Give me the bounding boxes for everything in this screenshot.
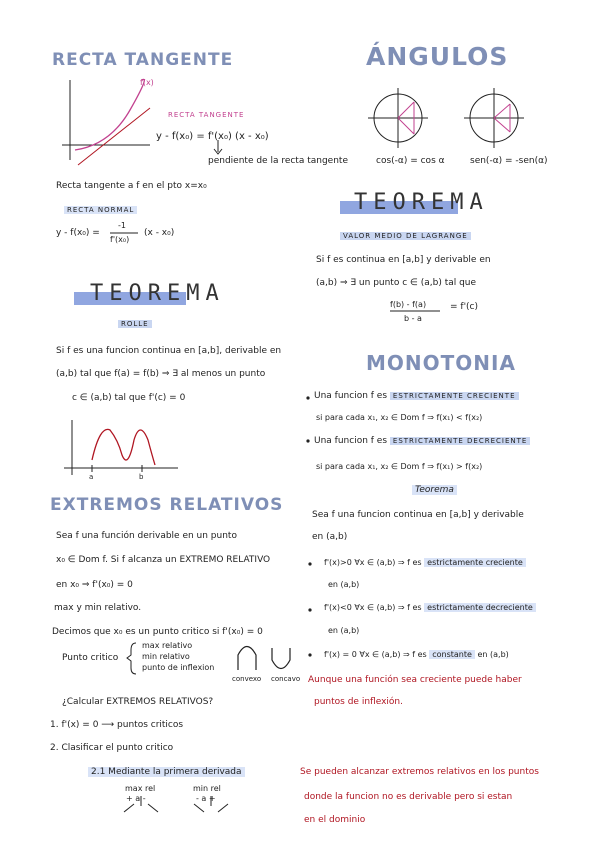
rolle-line2: (a,b) tal que f(a) = f(b) ⇒ ∃ al menos un punto xyxy=(56,369,266,379)
mono-l3-hl: ESTRICTAMENTE DECRECIENTE xyxy=(390,437,530,445)
signs-max: + a - xyxy=(126,794,146,803)
tangent-label: RECTA TANGENTE xyxy=(168,111,245,119)
mono-teorema: Teorema xyxy=(412,485,457,495)
rolle-title: TEOREMA xyxy=(90,281,225,306)
concavo-label: concavo xyxy=(271,675,301,683)
ext-l2: x₀ ∈ Dom f. Si f alcanza un EXTREMO RELATIVO xyxy=(56,555,271,565)
ext-step21: 2.1 Mediante la primera derivada xyxy=(88,767,245,777)
formula-sen: sen(-α) = -sen(α) xyxy=(470,156,548,166)
f-label: f(x) xyxy=(140,78,154,87)
formula-cos: cos(-α) = cos α xyxy=(376,156,445,166)
mono-b2-post: en (a,b) xyxy=(328,626,360,635)
slope-note: pendiente de la recta tangente xyxy=(208,156,348,166)
ext-step1: 1. f'(x) = 0 ⟶ puntos criticos xyxy=(50,720,184,730)
angle-circle-sen xyxy=(464,88,524,148)
ext-step2: 2. Clasificar el punto critico xyxy=(50,743,174,753)
normal-num: -1 xyxy=(118,221,126,230)
pc-item-max: max relativo xyxy=(142,641,193,650)
mono-b1-pre: f'(x)>0 ∀x ∈ (a,b) ⇒ f es xyxy=(324,558,422,567)
monotonia-title: MONOTONIA xyxy=(366,351,516,375)
rolle-axis-b: b xyxy=(139,473,144,481)
min-rel-label: min rel xyxy=(193,784,221,793)
rolle-line1: Si f es una funcion continua en [a,b], derivable en xyxy=(56,346,282,356)
ext-l1: Sea f una función derivable en un punto xyxy=(56,531,237,541)
tangent-equation: y - f(x₀) = f'(x₀) (x - x₀) xyxy=(156,131,269,142)
mono-note3: Se pueden alcanzar extremos relativos en los puntos xyxy=(300,767,539,777)
pc-item-inflexion: punto de inflexion xyxy=(142,663,215,672)
mono-b3-pre: f'(x) = 0 ∀x ∈ (a,b) ⇒ f es xyxy=(324,650,427,659)
normal-label: RECTA NORMAL xyxy=(64,206,137,214)
lagrange-frac-num: f(b) - f(a) xyxy=(390,300,427,309)
mono-b3-post: en (a,b) xyxy=(477,650,509,659)
recta-tangente-title: RECTA TANGENTE xyxy=(52,50,234,70)
ext-l5: Decimos que x₀ es un punto critico si f'(x₀) = 0 xyxy=(52,627,263,637)
mono-l1-hl: ESTRICTAMENTE CRECIENTE xyxy=(390,392,519,400)
mono-note5: en el dominio xyxy=(304,815,366,825)
lagrange-line2: (a,b) ⇒ ∃ un punto c ∈ (a,b) tal que xyxy=(316,278,477,288)
pc-item-min: min relativo xyxy=(142,652,190,661)
lagrange-title: TEOREMA xyxy=(354,190,489,215)
normal-eq-left: y - f(x₀) = xyxy=(56,228,100,238)
normal-den: f'(x₀) xyxy=(110,235,130,244)
rolle-axis-a: a xyxy=(89,473,94,481)
lagrange-line1: Si f es continua en [a,b] y derivable en xyxy=(316,255,491,265)
angle-circle-cos xyxy=(368,88,428,148)
mono-note4: donde la funcion no es derivable pero si estan xyxy=(304,792,513,802)
mono-l1-pre: Una funcion f es xyxy=(314,391,388,401)
ext-l4: max y min relativo. xyxy=(54,603,142,613)
lagrange-frac-den: b - a xyxy=(404,314,422,323)
mono-t2: en (a,b) xyxy=(312,532,348,542)
max-rel-label: max rel xyxy=(125,784,156,793)
pc-label: Punto critico xyxy=(62,653,119,663)
normal-eq-right: (x - x₀) xyxy=(144,228,175,238)
lagrange-subtitle: VALOR MEDIO DE LAGRANGE xyxy=(340,232,471,240)
signs-min: - a + xyxy=(196,794,216,803)
mono-b1-hl: estrictamente creciente xyxy=(424,558,526,567)
mono-b1-post: en (a,b) xyxy=(328,580,360,589)
mono-note2: puntos de inflexión. xyxy=(314,697,403,707)
ext-l3: en x₀ ⇒ f'(x₀) = 0 xyxy=(56,580,133,590)
mono-note1: Aunque una función sea creciente puede haber xyxy=(308,675,522,685)
convexo-label: convexo xyxy=(232,675,262,683)
mono-t1: Sea f una funcion continua en [a,b] y derivable xyxy=(312,510,524,520)
angulos-title: ÁNGULOS xyxy=(366,42,509,71)
mono-b3-hl: constante xyxy=(429,650,475,659)
extremos-title: EXTREMOS RELATIVOS xyxy=(50,495,284,515)
tangent-graph xyxy=(62,79,150,165)
lagrange-frac-right: = f'(c) xyxy=(450,302,479,312)
rolle-graph xyxy=(64,420,178,475)
rolle-line3: c ∈ (a,b) tal que f'(c) = 0 xyxy=(72,393,186,403)
mono-l4: si para cada x₁, x₂ ∈ Dom f ⇒ f(x₁) > f(x₂) xyxy=(316,462,483,471)
mono-l3-pre: Una funcion f es xyxy=(314,436,388,446)
mono-l2: si para cada x₁, x₂ ∈ Dom f ⇒ f(x₁) < f(x₂) xyxy=(316,413,483,422)
mono-b2-pre: f'(x)<0 ∀x ∈ (a,b) ⇒ f es xyxy=(324,603,422,612)
recta-line1: Recta tangente a f en el pto x=x₀ xyxy=(56,181,207,191)
ext-question: ¿Calcular EXTREMOS RELATIVOS? xyxy=(62,697,214,707)
concavo-shape xyxy=(272,648,290,669)
convexo-shape xyxy=(238,647,256,671)
rolle-subtitle: ROLLE xyxy=(118,320,152,328)
mono-b2-hl: estrictamente decreciente xyxy=(424,603,536,612)
